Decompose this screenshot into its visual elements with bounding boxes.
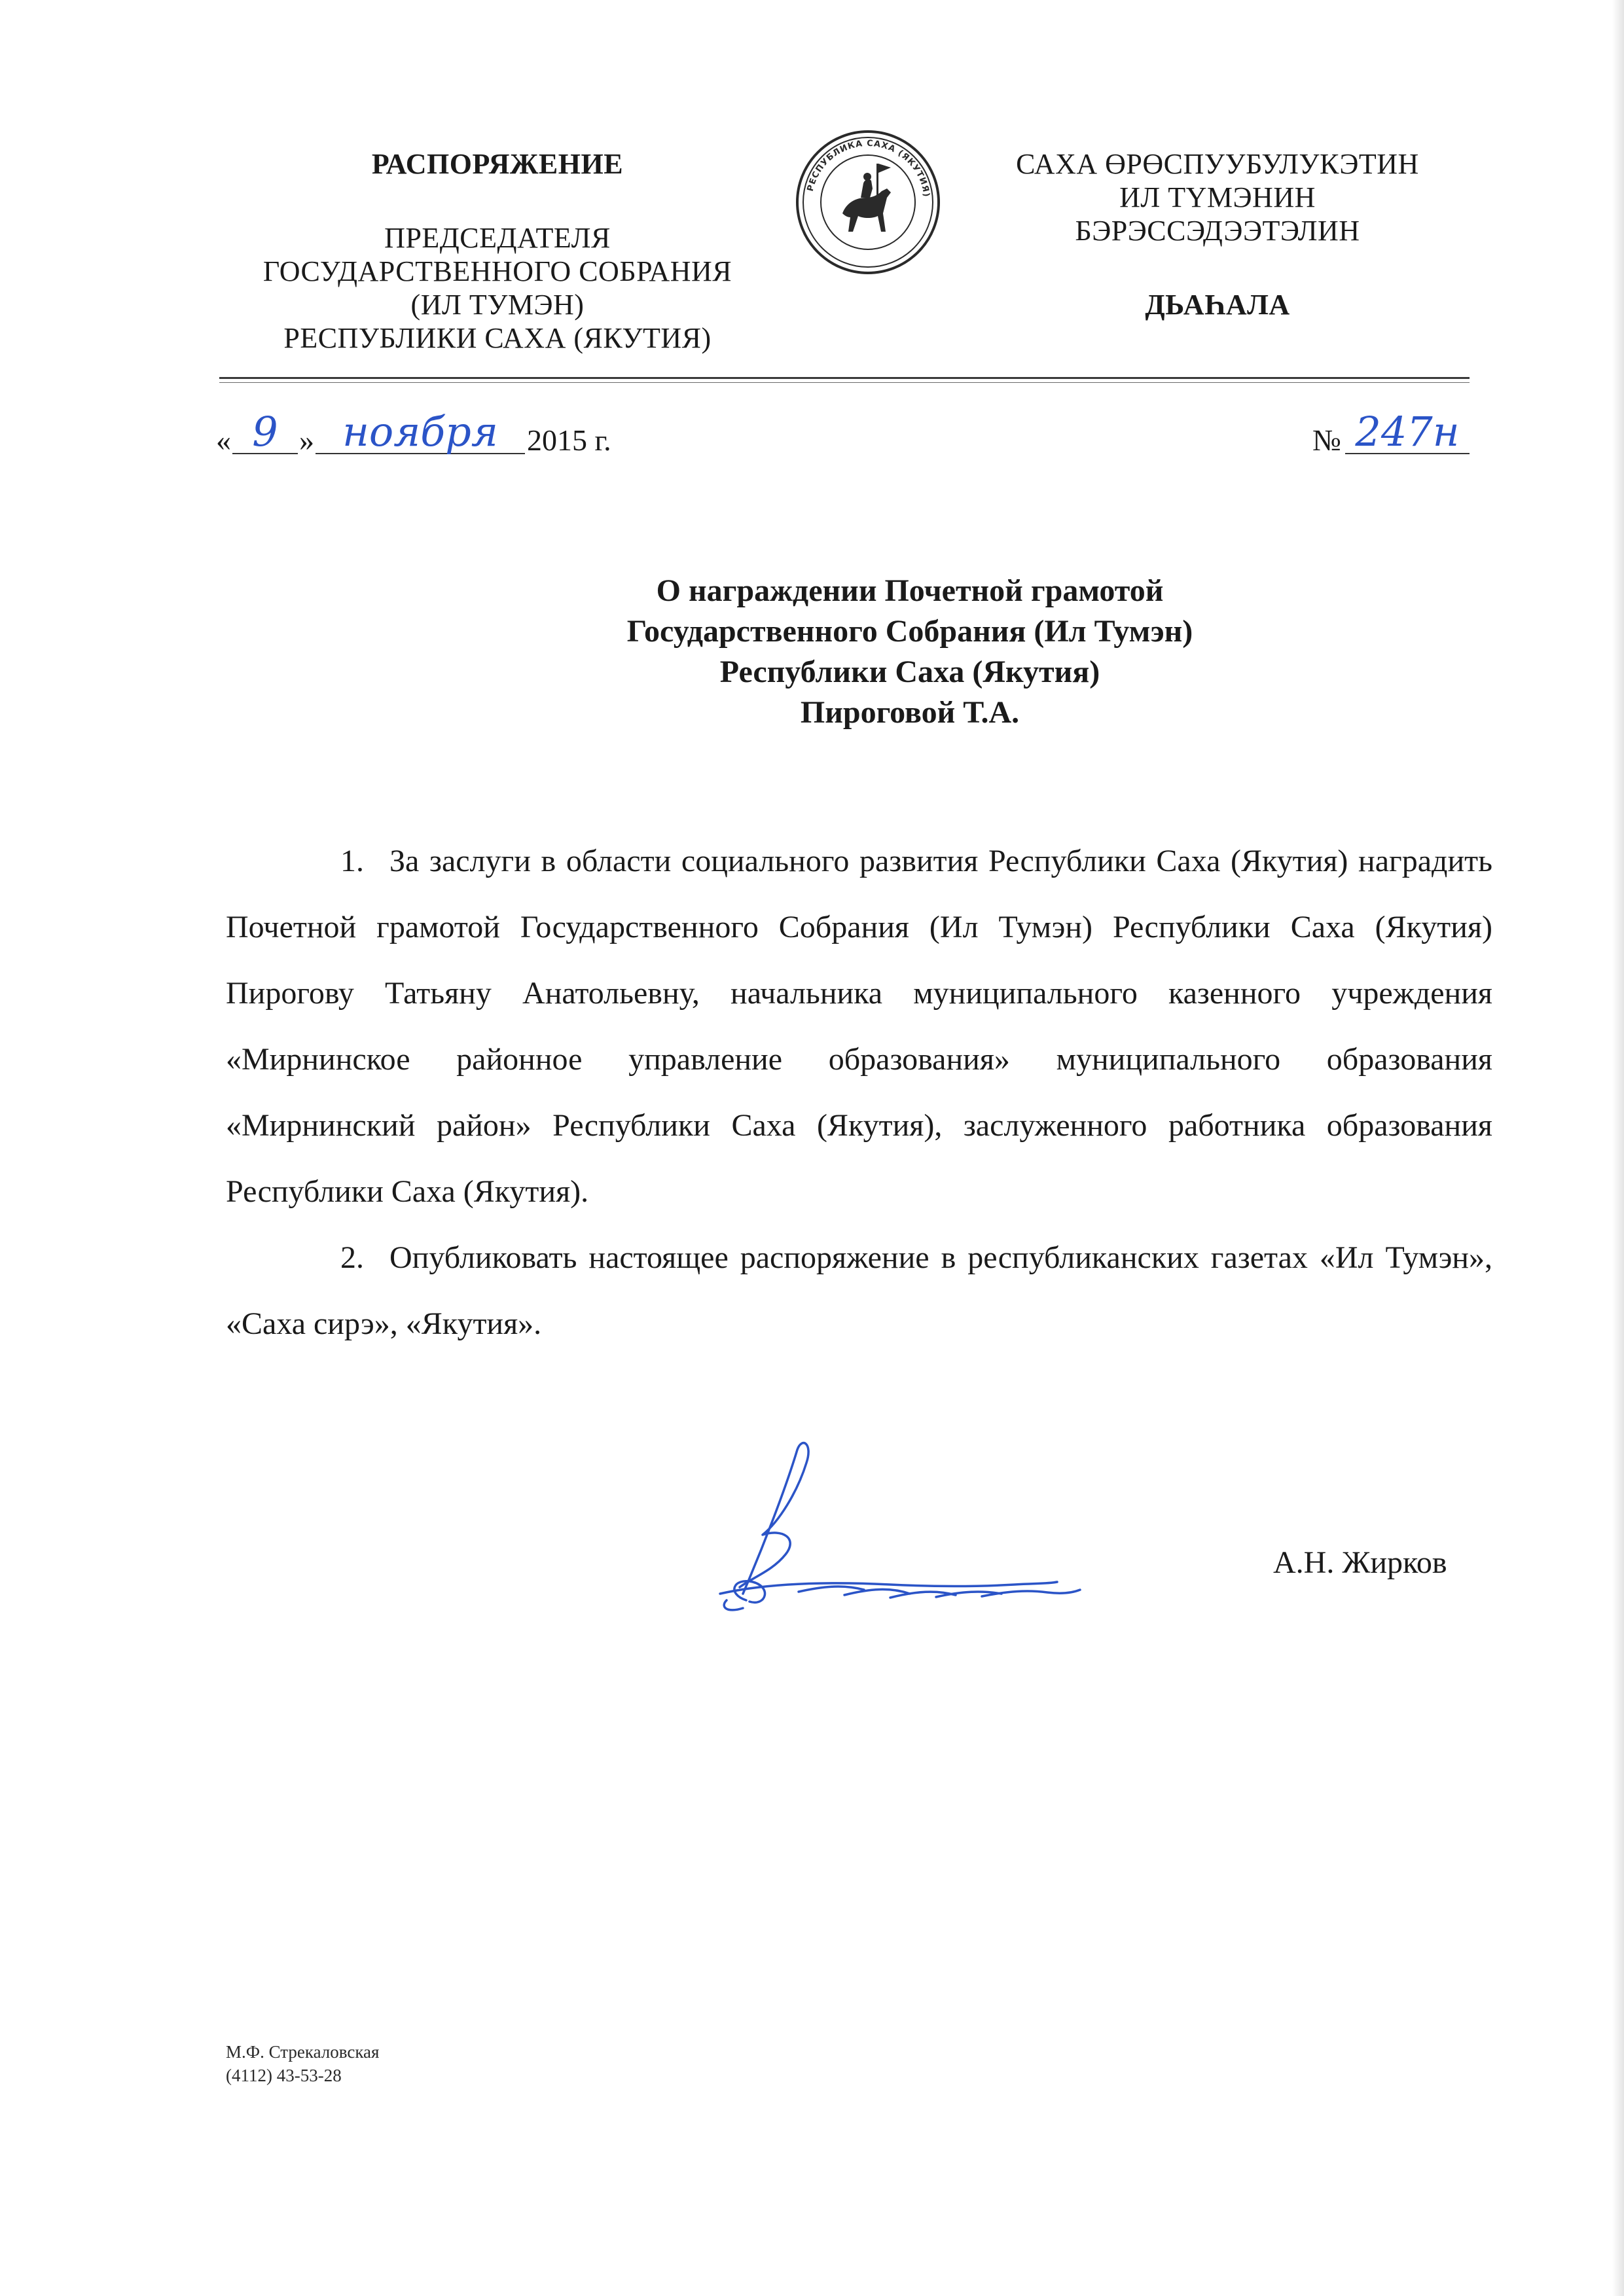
header-right: [975, 147, 1460, 321]
header-right-line: ИЛ ТҮМЭНИН: [1119, 181, 1316, 213]
header-left-title: РАСПОРЯЖЕНИЕ: [371, 148, 624, 180]
signer-name: А.Н. Жирков: [1273, 1545, 1447, 1580]
contact-phone: (4112) 43-53-28: [226, 2066, 342, 2085]
header-right-title: ДЬАҺАЛА: [1145, 289, 1290, 321]
document-body: [226, 828, 1492, 1357]
subject-line: О награждении Почетной грамотой: [656, 573, 1164, 608]
horse-rider-icon: [842, 164, 891, 232]
date-day-handwritten: 9: [232, 411, 298, 454]
paragraph-text: Опубликовать настоящее распоряжение в республиканских газетах «Ил Тумэн», «Саха сирэ», «Якутия».: [226, 1240, 1492, 1341]
header-right-line: САХА ӨРӨСПУУБУЛУКЭТИН: [1016, 148, 1419, 180]
footer-contact: [226, 2040, 379, 2087]
date-month-handwritten: ноября: [316, 411, 525, 454]
date-number-line: [216, 408, 1473, 463]
header-left-line: ГОСУДАРСТВЕННОГО СОБРАНИЯ: [262, 255, 732, 287]
subject-line: Государственного Собрания (Ил Тумэн): [626, 614, 1193, 649]
date-open-quote: «: [216, 423, 231, 457]
document-number-handwritten: 247н: [1345, 411, 1470, 454]
handwritten-signature: [628, 1430, 1087, 1620]
number-sign: №: [1312, 423, 1341, 457]
header-left-line: ПРЕДСЕДАТЕЛЯ: [384, 222, 611, 254]
date-close-quote: »: [299, 423, 314, 457]
emblem-ring-text: РЕСПУБЛИКА САХА (ЯКУТИЯ): [805, 138, 931, 198]
coat-of-arms-emblem-icon: [795, 130, 941, 275]
header-right-line: БЭРЭССЭДЭЭТЭЛИН: [1075, 215, 1360, 247]
document-subject: [471, 571, 1348, 733]
header-left: [216, 147, 779, 355]
paragraph-number: 1.: [340, 844, 364, 878]
header-divider-thin: [219, 382, 1470, 383]
header-divider-thick: [219, 377, 1470, 379]
date-year: 2015 г.: [527, 423, 611, 457]
paragraph-number: 2.: [340, 1240, 364, 1275]
subject-line: Республики Саха (Якутия): [719, 655, 1100, 689]
paragraph-2: [226, 1225, 1492, 1357]
contact-name: М.Ф. Стрекаловская: [226, 2042, 380, 2062]
subject-line: Пироговой Т.А.: [800, 695, 1020, 730]
paragraph-text: За заслуги в области социального развития Республики Саха (Якутия) наградить Почетной грамотой Государственного Собрания (Ил Тумэн) Республики Саха (Якутия) Пирогову Татьяну Анатольевну, начальника муниципального казенного учреждения «Мирнинское районное управление образования» муниципального образования «Мирнинский район» Республики Саха (Якутия), заслуженного работника образования Республики Саха (Якутия).: [226, 844, 1492, 1209]
scan-edge-shadow: [1612, 0, 1624, 2296]
paragraph-1: [226, 828, 1492, 1225]
header-left-line: (ИЛ ТУМЭН): [410, 289, 585, 321]
header-left-line: РЕСПУБЛИКИ САХА (ЯКУТИЯ): [283, 322, 712, 354]
